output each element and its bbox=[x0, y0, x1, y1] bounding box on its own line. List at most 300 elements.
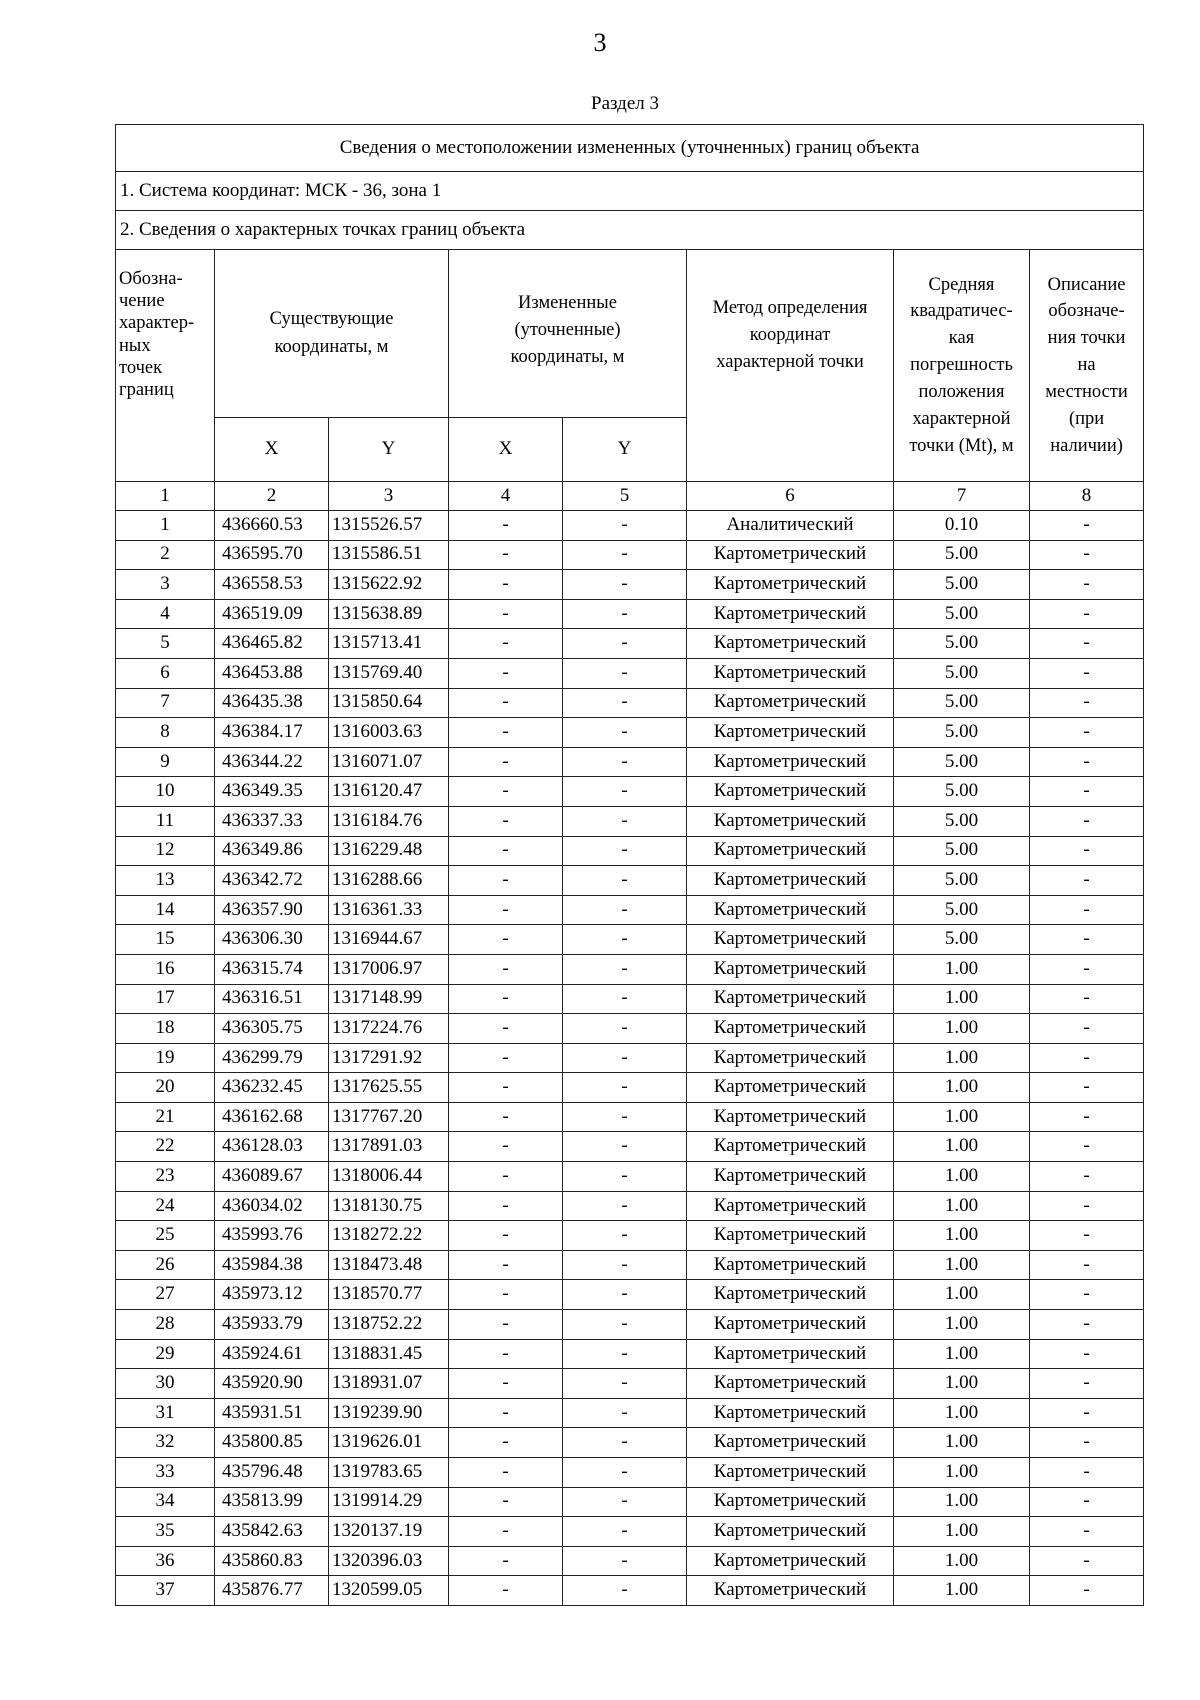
cell-existing-y: 1318752.22 bbox=[329, 1310, 449, 1340]
cell-changed-x: - bbox=[449, 1487, 563, 1517]
cell-rmse: 1.00 bbox=[894, 984, 1030, 1014]
cell-changed-x: - bbox=[449, 1014, 563, 1044]
cell-existing-x: 435931.51 bbox=[215, 1398, 329, 1428]
cell-method: Картометрический bbox=[687, 1546, 894, 1576]
cell-description: - bbox=[1030, 895, 1144, 925]
cell-existing-y: 1319626.01 bbox=[329, 1428, 449, 1458]
cell-existing-x: 436337.33 bbox=[215, 806, 329, 836]
cell-changed-x: - bbox=[449, 1398, 563, 1428]
cell-point-number: 33 bbox=[116, 1458, 215, 1488]
cell-rmse: 5.00 bbox=[894, 540, 1030, 570]
cell-changed-y: - bbox=[563, 1102, 687, 1132]
cell-existing-x: 436315.74 bbox=[215, 954, 329, 984]
table-row bbox=[116, 1369, 1144, 1399]
header-description: Описание обозначе- ния точки на местности (при наличии) bbox=[1030, 250, 1144, 482]
cell-changed-y: - bbox=[563, 1014, 687, 1044]
cell-changed-x: - bbox=[449, 1310, 563, 1340]
header-changed-coords: Измененные (уточненные) координаты, м bbox=[449, 250, 687, 418]
table-row bbox=[116, 806, 1144, 836]
cell-rmse: 1.00 bbox=[894, 1014, 1030, 1044]
column-number: 1 bbox=[116, 482, 215, 511]
cell-point-number: 6 bbox=[116, 658, 215, 688]
cell-changed-y: - bbox=[563, 570, 687, 600]
column-numbers-row bbox=[116, 482, 1144, 511]
cell-description: - bbox=[1030, 1487, 1144, 1517]
cell-existing-y: 1315622.92 bbox=[329, 570, 449, 600]
cell-changed-y: - bbox=[563, 599, 687, 629]
cell-changed-x: - bbox=[449, 1369, 563, 1399]
cell-method: Картометрический bbox=[687, 688, 894, 718]
cell-existing-x: 436349.35 bbox=[215, 777, 329, 807]
cell-changed-y: - bbox=[563, 1162, 687, 1192]
table-row bbox=[116, 1576, 1144, 1606]
cell-changed-x: - bbox=[449, 1191, 563, 1221]
cell-changed-y: - bbox=[563, 1428, 687, 1458]
cell-method: Картометрический bbox=[687, 1310, 894, 1340]
table-row bbox=[116, 658, 1144, 688]
cell-existing-y: 1317625.55 bbox=[329, 1073, 449, 1103]
cell-changed-x: - bbox=[449, 1546, 563, 1576]
cell-changed-x: - bbox=[449, 688, 563, 718]
table-row bbox=[116, 599, 1144, 629]
cell-point-number: 16 bbox=[116, 954, 215, 984]
cell-point-number: 35 bbox=[116, 1517, 215, 1547]
cell-method: Аналитический bbox=[687, 511, 894, 541]
cell-description: - bbox=[1030, 1250, 1144, 1280]
table-row bbox=[116, 688, 1144, 718]
header-method: Метод определения координат характерной точки bbox=[687, 250, 894, 482]
cell-existing-y: 1319914.29 bbox=[329, 1487, 449, 1517]
cell-existing-x: 436349.86 bbox=[215, 836, 329, 866]
cell-existing-x: 436034.02 bbox=[215, 1191, 329, 1221]
table-row bbox=[116, 1546, 1144, 1576]
cell-existing-x: 436465.82 bbox=[215, 629, 329, 659]
cell-point-number: 2 bbox=[116, 540, 215, 570]
cell-point-number: 14 bbox=[116, 895, 215, 925]
cell-method: Картометрический bbox=[687, 777, 894, 807]
cell-point-number: 28 bbox=[116, 1310, 215, 1340]
cell-changed-x: - bbox=[449, 570, 563, 600]
cell-method: Картометрический bbox=[687, 1250, 894, 1280]
cell-changed-y: - bbox=[563, 1517, 687, 1547]
cell-existing-x: 436558.53 bbox=[215, 570, 329, 600]
cell-changed-y: - bbox=[563, 658, 687, 688]
cell-changed-y: - bbox=[563, 806, 687, 836]
cell-existing-y: 1316944.67 bbox=[329, 925, 449, 955]
table-row bbox=[116, 1102, 1144, 1132]
cell-point-number: 32 bbox=[116, 1428, 215, 1458]
cell-changed-y: - bbox=[563, 1221, 687, 1251]
cell-rmse: 5.00 bbox=[894, 895, 1030, 925]
cell-description: - bbox=[1030, 777, 1144, 807]
cell-description: - bbox=[1030, 1280, 1144, 1310]
cell-point-number: 36 bbox=[116, 1546, 215, 1576]
cell-point-number: 5 bbox=[116, 629, 215, 659]
cell-existing-x: 436357.90 bbox=[215, 895, 329, 925]
cell-rmse: 5.00 bbox=[894, 599, 1030, 629]
cell-point-number: 34 bbox=[116, 1487, 215, 1517]
cell-existing-y: 1316071.07 bbox=[329, 747, 449, 777]
cell-changed-y: - bbox=[563, 1546, 687, 1576]
cell-description: - bbox=[1030, 629, 1144, 659]
cell-existing-y: 1319783.65 bbox=[329, 1458, 449, 1488]
cell-changed-x: - bbox=[449, 866, 563, 896]
cell-description: - bbox=[1030, 1458, 1144, 1488]
cell-existing-y: 1318931.07 bbox=[329, 1369, 449, 1399]
cell-description: - bbox=[1030, 540, 1144, 570]
page-number: 3 bbox=[593, 28, 607, 57]
cell-method: Картометрический bbox=[687, 599, 894, 629]
cell-description: - bbox=[1030, 688, 1144, 718]
cell-description: - bbox=[1030, 984, 1144, 1014]
cell-existing-y: 1317767.20 bbox=[329, 1102, 449, 1132]
cell-method: Картометрический bbox=[687, 1487, 894, 1517]
cell-description: - bbox=[1030, 1162, 1144, 1192]
table-row bbox=[116, 954, 1144, 984]
cell-rmse: 1.00 bbox=[894, 1310, 1030, 1340]
table-title: Сведения о местоположении измененных (уточненных) границ объекта bbox=[116, 125, 1144, 172]
cell-description: - bbox=[1030, 1014, 1144, 1044]
cell-description: - bbox=[1030, 747, 1144, 777]
cell-existing-x: 435813.99 bbox=[215, 1487, 329, 1517]
cell-changed-x: - bbox=[449, 658, 563, 688]
cell-method: Картометрический bbox=[687, 1191, 894, 1221]
cell-changed-y: - bbox=[563, 777, 687, 807]
cell-existing-y: 1315638.89 bbox=[329, 599, 449, 629]
boundary-points-table bbox=[115, 124, 1144, 1606]
cell-existing-y: 1318272.22 bbox=[329, 1221, 449, 1251]
cell-changed-x: - bbox=[449, 1162, 563, 1192]
cell-method: Картометрический bbox=[687, 1221, 894, 1251]
points-heading: 2. Сведения о характерных точках границ объекта bbox=[116, 211, 1144, 250]
cell-changed-x: - bbox=[449, 718, 563, 748]
cell-point-number: 19 bbox=[116, 1043, 215, 1073]
table-row bbox=[116, 629, 1144, 659]
cell-point-number: 8 bbox=[116, 718, 215, 748]
cell-changed-y: - bbox=[563, 895, 687, 925]
cell-existing-x: 436299.79 bbox=[215, 1043, 329, 1073]
cell-point-number: 20 bbox=[116, 1073, 215, 1103]
cell-description: - bbox=[1030, 511, 1144, 541]
cell-changed-x: - bbox=[449, 599, 563, 629]
cell-point-number: 31 bbox=[116, 1398, 215, 1428]
table-row bbox=[116, 1517, 1144, 1547]
cell-changed-y: - bbox=[563, 1310, 687, 1340]
cell-description: - bbox=[1030, 836, 1144, 866]
cell-point-number: 13 bbox=[116, 866, 215, 896]
cell-changed-y: - bbox=[563, 511, 687, 541]
cell-changed-x: - bbox=[449, 1428, 563, 1458]
cell-method: Картометрический bbox=[687, 954, 894, 984]
cell-changed-x: - bbox=[449, 1458, 563, 1488]
cell-changed-x: - bbox=[449, 1221, 563, 1251]
header-existing-x: X bbox=[215, 418, 329, 482]
cell-point-number: 1 bbox=[116, 511, 215, 541]
table-row bbox=[116, 1162, 1144, 1192]
table-row bbox=[116, 925, 1144, 955]
cell-changed-y: - bbox=[563, 1132, 687, 1162]
cell-rmse: 5.00 bbox=[894, 688, 1030, 718]
cell-existing-x: 436162.68 bbox=[215, 1102, 329, 1132]
cell-description: - bbox=[1030, 599, 1144, 629]
table-row bbox=[116, 1221, 1144, 1251]
cell-description: - bbox=[1030, 1310, 1144, 1340]
cell-changed-x: - bbox=[449, 836, 563, 866]
table-row bbox=[116, 1310, 1144, 1340]
cell-description: - bbox=[1030, 1428, 1144, 1458]
cell-existing-y: 1318006.44 bbox=[329, 1162, 449, 1192]
cell-point-number: 22 bbox=[116, 1132, 215, 1162]
cell-method: Картометрический bbox=[687, 540, 894, 570]
cell-existing-x: 435800.85 bbox=[215, 1428, 329, 1458]
column-number: 3 bbox=[329, 482, 449, 511]
table-body bbox=[116, 511, 1144, 1606]
cell-rmse: 1.00 bbox=[894, 1369, 1030, 1399]
cell-rmse: 1.00 bbox=[894, 1191, 1030, 1221]
table-row bbox=[116, 777, 1144, 807]
cell-description: - bbox=[1030, 954, 1144, 984]
cell-existing-x: 436305.75 bbox=[215, 1014, 329, 1044]
cell-existing-x: 436384.17 bbox=[215, 718, 329, 748]
column-number: 4 bbox=[449, 482, 563, 511]
cell-existing-x: 436435.38 bbox=[215, 688, 329, 718]
cell-point-number: 24 bbox=[116, 1191, 215, 1221]
cell-description: - bbox=[1030, 1369, 1144, 1399]
cell-existing-y: 1316003.63 bbox=[329, 718, 449, 748]
cell-changed-y: - bbox=[563, 1369, 687, 1399]
cell-method: Картометрический bbox=[687, 1517, 894, 1547]
cell-existing-y: 1315850.64 bbox=[329, 688, 449, 718]
cell-changed-x: - bbox=[449, 925, 563, 955]
cell-existing-y: 1318831.45 bbox=[329, 1339, 449, 1369]
cell-description: - bbox=[1030, 1339, 1144, 1369]
cell-existing-y: 1315526.57 bbox=[329, 511, 449, 541]
cell-existing-y: 1315713.41 bbox=[329, 629, 449, 659]
cell-description: - bbox=[1030, 570, 1144, 600]
table-row bbox=[116, 718, 1144, 748]
cell-description: - bbox=[1030, 925, 1144, 955]
table-row bbox=[116, 1428, 1144, 1458]
column-number: 6 bbox=[687, 482, 894, 511]
coordinate-system: 1. Система координат: МСК - 36, зона 1 bbox=[116, 172, 1144, 211]
cell-changed-x: - bbox=[449, 1339, 563, 1369]
cell-rmse: 1.00 bbox=[894, 1132, 1030, 1162]
cell-method: Картометрический bbox=[687, 658, 894, 688]
table-row bbox=[116, 1487, 1144, 1517]
cell-method: Картометрический bbox=[687, 866, 894, 896]
cell-rmse: 5.00 bbox=[894, 836, 1030, 866]
cell-changed-x: - bbox=[449, 777, 563, 807]
cell-existing-y: 1315586.51 bbox=[329, 540, 449, 570]
cell-rmse: 1.00 bbox=[894, 1043, 1030, 1073]
cell-method: Картометрический bbox=[687, 1043, 894, 1073]
cell-rmse: 1.00 bbox=[894, 1487, 1030, 1517]
cell-point-number: 21 bbox=[116, 1102, 215, 1132]
table-row bbox=[116, 1073, 1144, 1103]
cell-changed-x: - bbox=[449, 1280, 563, 1310]
cell-rmse: 5.00 bbox=[894, 925, 1030, 955]
cell-rmse: 1.00 bbox=[894, 1546, 1030, 1576]
cell-changed-y: - bbox=[563, 1250, 687, 1280]
table-row bbox=[116, 1043, 1144, 1073]
cell-method: Картометрический bbox=[687, 1398, 894, 1428]
cell-description: - bbox=[1030, 1102, 1144, 1132]
cell-description: - bbox=[1030, 1191, 1144, 1221]
cell-method: Картометрический bbox=[687, 1132, 894, 1162]
cell-rmse: 1.00 bbox=[894, 1458, 1030, 1488]
cell-existing-y: 1317224.76 bbox=[329, 1014, 449, 1044]
cell-existing-x: 435796.48 bbox=[215, 1458, 329, 1488]
cell-existing-x: 436232.45 bbox=[215, 1073, 329, 1103]
cell-changed-x: - bbox=[449, 1043, 563, 1073]
cell-rmse: 5.00 bbox=[894, 570, 1030, 600]
cell-existing-y: 1318130.75 bbox=[329, 1191, 449, 1221]
cell-point-number: 10 bbox=[116, 777, 215, 807]
column-number: 2 bbox=[215, 482, 329, 511]
table-row bbox=[116, 747, 1144, 777]
cell-point-number: 26 bbox=[116, 1250, 215, 1280]
table-row bbox=[116, 570, 1144, 600]
cell-rmse: 5.00 bbox=[894, 718, 1030, 748]
cell-existing-y: 1320599.05 bbox=[329, 1576, 449, 1606]
cell-existing-y: 1317891.03 bbox=[329, 1132, 449, 1162]
cell-method: Картометрический bbox=[687, 895, 894, 925]
cell-description: - bbox=[1030, 1398, 1144, 1428]
cell-changed-x: - bbox=[449, 1073, 563, 1103]
cell-rmse: 5.00 bbox=[894, 747, 1030, 777]
cell-existing-x: 436306.30 bbox=[215, 925, 329, 955]
cell-changed-y: - bbox=[563, 1191, 687, 1221]
cell-existing-x: 435860.83 bbox=[215, 1546, 329, 1576]
cell-changed-y: - bbox=[563, 984, 687, 1014]
column-number: 5 bbox=[563, 482, 687, 511]
cell-existing-x: 435924.61 bbox=[215, 1339, 329, 1369]
cell-changed-y: - bbox=[563, 1073, 687, 1103]
cell-rmse: 1.00 bbox=[894, 1428, 1030, 1458]
table-row bbox=[116, 540, 1144, 570]
cell-rmse: 1.00 bbox=[894, 1576, 1030, 1606]
cell-point-number: 11 bbox=[116, 806, 215, 836]
cell-changed-y: - bbox=[563, 1398, 687, 1428]
cell-point-number: 7 bbox=[116, 688, 215, 718]
cell-existing-y: 1316288.66 bbox=[329, 866, 449, 896]
table-row bbox=[116, 1339, 1144, 1369]
cell-changed-y: - bbox=[563, 540, 687, 570]
cell-changed-y: - bbox=[563, 925, 687, 955]
cell-existing-y: 1320396.03 bbox=[329, 1546, 449, 1576]
table-row bbox=[116, 1014, 1144, 1044]
table-row bbox=[116, 836, 1144, 866]
cell-description: - bbox=[1030, 1043, 1144, 1073]
cell-method: Картометрический bbox=[687, 718, 894, 748]
header-changed-y: Y bbox=[563, 418, 687, 482]
cell-rmse: 5.00 bbox=[894, 806, 1030, 836]
cell-rmse: 1.00 bbox=[894, 1280, 1030, 1310]
cell-rmse: 5.00 bbox=[894, 777, 1030, 807]
cell-existing-x: 436128.03 bbox=[215, 1132, 329, 1162]
cell-method: Картометрический bbox=[687, 1458, 894, 1488]
cell-changed-y: - bbox=[563, 629, 687, 659]
cell-point-number: 29 bbox=[116, 1339, 215, 1369]
cell-changed-y: - bbox=[563, 866, 687, 896]
cell-rmse: 5.00 bbox=[894, 866, 1030, 896]
cell-point-number: 25 bbox=[116, 1221, 215, 1251]
cell-existing-x: 435984.38 bbox=[215, 1250, 329, 1280]
cell-method: Картометрический bbox=[687, 747, 894, 777]
cell-existing-x: 436344.22 bbox=[215, 747, 329, 777]
cell-method: Картометрический bbox=[687, 806, 894, 836]
table-row bbox=[116, 1398, 1144, 1428]
cell-description: - bbox=[1030, 1576, 1144, 1606]
column-number: 8 bbox=[1030, 482, 1144, 511]
cell-method: Картометрический bbox=[687, 1428, 894, 1458]
cell-point-number: 18 bbox=[116, 1014, 215, 1044]
cell-changed-x: - bbox=[449, 1576, 563, 1606]
cell-existing-x: 436519.09 bbox=[215, 599, 329, 629]
cell-method: Картометрический bbox=[687, 1576, 894, 1606]
cell-rmse: 1.00 bbox=[894, 1250, 1030, 1280]
cell-rmse: 1.00 bbox=[894, 1073, 1030, 1103]
cell-existing-y: 1316361.33 bbox=[329, 895, 449, 925]
cell-existing-y: 1316229.48 bbox=[329, 836, 449, 866]
cell-method: Картометрический bbox=[687, 629, 894, 659]
cell-existing-x: 436089.67 bbox=[215, 1162, 329, 1192]
cell-existing-x: 436660.53 bbox=[215, 511, 329, 541]
cell-existing-x: 435993.76 bbox=[215, 1221, 329, 1251]
cell-changed-x: - bbox=[449, 1250, 563, 1280]
cell-existing-x: 435973.12 bbox=[215, 1280, 329, 1310]
cell-changed-y: - bbox=[563, 1576, 687, 1606]
cell-changed-y: - bbox=[563, 1487, 687, 1517]
cell-point-number: 30 bbox=[116, 1369, 215, 1399]
cell-existing-y: 1317291.92 bbox=[329, 1043, 449, 1073]
cell-method: Картометрический bbox=[687, 1014, 894, 1044]
cell-changed-y: - bbox=[563, 747, 687, 777]
table-row bbox=[116, 866, 1144, 896]
cell-existing-y: 1316120.47 bbox=[329, 777, 449, 807]
cell-changed-x: - bbox=[449, 629, 563, 659]
cell-description: - bbox=[1030, 658, 1144, 688]
cell-description: - bbox=[1030, 718, 1144, 748]
cell-rmse: 1.00 bbox=[894, 1102, 1030, 1132]
cell-method: Картометрический bbox=[687, 570, 894, 600]
cell-changed-x: - bbox=[449, 540, 563, 570]
cell-existing-x: 435933.79 bbox=[215, 1310, 329, 1340]
cell-changed-x: - bbox=[449, 1102, 563, 1132]
cell-changed-x: - bbox=[449, 984, 563, 1014]
cell-description: - bbox=[1030, 1546, 1144, 1576]
cell-method: Картометрический bbox=[687, 1073, 894, 1103]
cell-method: Картометрический bbox=[687, 1339, 894, 1369]
cell-rmse: 0.10 bbox=[894, 511, 1030, 541]
cell-rmse: 5.00 bbox=[894, 629, 1030, 659]
cell-existing-x: 435920.90 bbox=[215, 1369, 329, 1399]
cell-existing-y: 1319239.90 bbox=[329, 1398, 449, 1428]
cell-point-number: 9 bbox=[116, 747, 215, 777]
cell-description: - bbox=[1030, 1221, 1144, 1251]
header-existing-y: Y bbox=[329, 418, 449, 482]
cell-point-number: 37 bbox=[116, 1576, 215, 1606]
cell-changed-y: - bbox=[563, 718, 687, 748]
cell-method: Картометрический bbox=[687, 836, 894, 866]
cell-rmse: 1.00 bbox=[894, 1162, 1030, 1192]
cell-rmse: 1.00 bbox=[894, 1398, 1030, 1428]
cell-method: Картометрический bbox=[687, 1280, 894, 1310]
column-number: 7 bbox=[894, 482, 1030, 511]
header-point-designation: Обозна- чение характер- ных точек границ bbox=[116, 250, 215, 482]
cell-description: - bbox=[1030, 1132, 1144, 1162]
table-row bbox=[116, 1280, 1144, 1310]
